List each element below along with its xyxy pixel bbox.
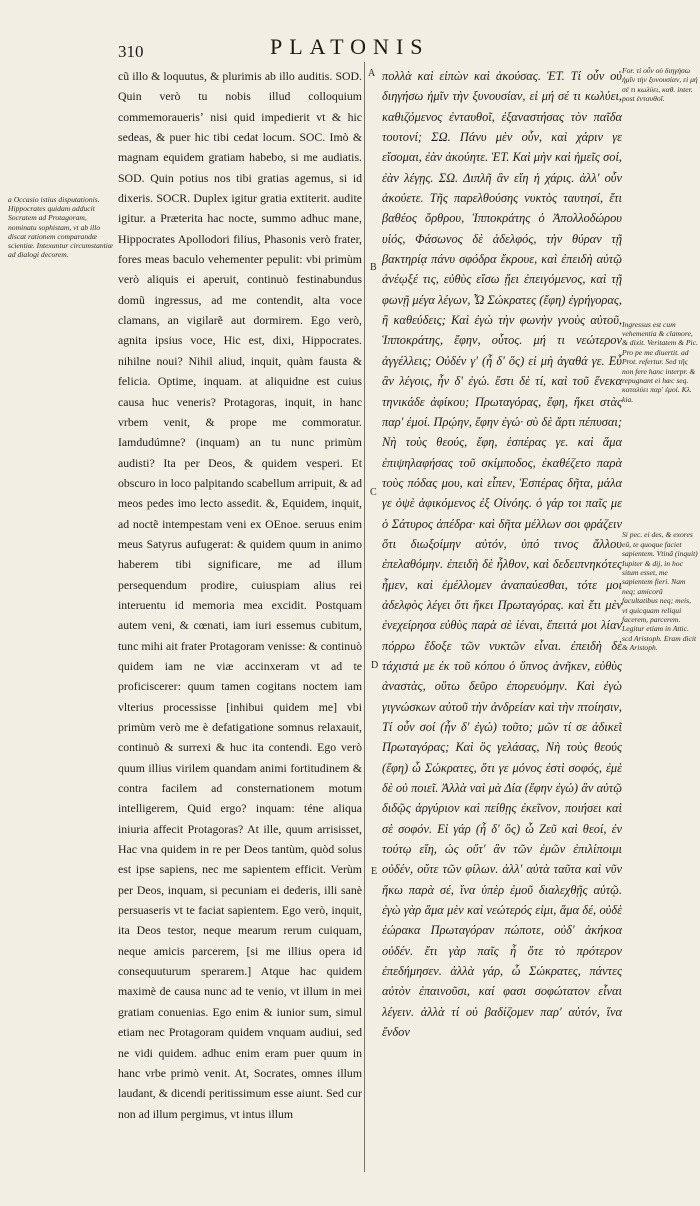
- column-divider: [364, 62, 365, 1172]
- page-number: 310: [118, 42, 144, 61]
- greek-text: πολλὰ καὶ εἰπὼν καὶ ἀκούσας. ἙΤ. Τί οὖν οὐ διηγήσω ἡμῖν τὴν ξυνουσίαν, εἰ μή σέ τι κωλύει, καθιζόμενος ἐνταυθοῖ, ἐξαναστήσας τὸν παῖδα τουτονί; ΣΩ. Πάνυ μὲν οὖν, καὶ χάριν γε εἴσομαι, ἐὰν ἀκούητε. ἙΤ. Καὶ μὴν καὶ ἡμεῖς σοί, ἐὰν λέγῃς. ΣΩ. Διπλῆ ἂν εἴη ἡ χάρις. ἀλλ' οὖν ἀκούετε. Τῆς παρελθούσης νυκτὸς ταυτησί, ἔτι βαθέος ὄρθρου, Ἱπποκράτης ὁ Ἀπολλοδώρου υἱός, Φάσωνος δὲ ἀδελφός, τὴν θύραν τῇ βακτηρίᾳ πάνυ σφόδρα ἔκρουε, καὶ ἐπειδὴ αὐτῷ ἀνέῳξέ τις, εὐθὺς εἴσω ᾔει ἐπειγόμενος, καὶ τῇ φωνῇ μέγα λέγων, Ὦ Σώκρατες (ἔφη) ἐγρήγορας, ἢ καθεύδεις; Καὶ ἐγὼ τὴν φωνὴν γνοὺς αὐτοῦ, Ἱπποκράτης, ἔφην, οὗτος. μή τι νεώτερον ἀγγέλλεις; Οὐδέν γ' (ἦ δ' ὅς) εἰ μὴ ἀγαθά γε. Εὖ ἂν λέγοις, ἦν δ' ἐγώ. ἔστι δὲ τί, καὶ τοῦ ἕνεκα τηνικάδε ἀφίκου; Πρωταγόρας, ἔφη, ἥκει στὰς παρ' ἐμοί. Πρῴην, ἔφην ἐγώ· σὺ δὲ ἄρτι πέπυσαι; Νὴ τοὺς θεούς, ἔφη, ἑσπέρας γε. καὶ ἅμα ἐπιψηλαφήσας τοῦ σκίμποδος, ἐκαθέζετο παρὰ τοὺς πόδας μου, καὶ εἶπεν, Ἑσπέρας δῆτα, μάλα γε ὀψὲ ἀφικόμενος ἐξ Οἰνόης. ὁ γάρ τοι παῖς με ὁ Σάτυρος ἀπέδρα· καὶ δῆτα μέλλων σοι φράζειν ὅτι διωξοίμην αὐτόν, ὑπό τινος ἄλλου ἐπελαθόμην. ἐπειδὴ δὲ ἦλθον, καὶ δεδειπνηκότες ἦμεν, καὶ ἐμέλλομεν ἀναπαύεσθαι, τότε μοι ἀδελφὸς λέγει ὅτι ἥκει Πρωταγόρας. καὶ ἔτι μὲν ἐνεχείρησα εὐθὺς παρὰ σὲ ἰέναι, ἔπειτά μοι λίαν πόρρω ἔδοξε τῶν νυκτῶν εἶναι. ἐπειδὴ δὲ τάχιστά με ἐκ τοῦ κόπου ὁ ὕπνος ἀνῆκεν, εὐθὺς ἀναστὰς, οὕτω δεῦρο ἐπορευόμην. Καὶ ἐγὼ γιγνώσκων αὐτοῦ τὴν ἀνδρείαν καὶ τὴν πτοίησιν, Τί οὖν σοί (ἦν δ' ἐγώ) τοῦτο; μῶν τί σε ἀδικεῖ Πρωταγόρας; Καὶ ὃς γελάσας, Νὴ τοὺς θεούς (ἔφη) ὦ Σώκρατες, ὅτι γε μόνος ἐστὶ σοφός, ἐμὲ δὲ οὐ ποιεῖ. Ἀλλὰ ναὶ μὰ Δία (ἔφην ἐγώ) ἂν αὐτῷ διδῷς ἀργύριον καὶ πείθῃς ἐκεῖνον, ποιήσει καὶ σὲ σοφόν. Εἰ γάρ (ἦ δ' ὅς) ὦ Ζεῦ καὶ θεοί, ἐν τούτῳ εἴη, ὡς οὔτ' ἂν τῶν ἐμῶν ἐπιλίποιμι οὐδέν, οὔτε τῶν φίλων. ἀλλ' αὐτὰ ταῦτα καὶ νῦν ἥκω παρὰ σέ, ἵνα ὑπὲρ ἐμοῦ διαλεχθῇς αὐτῷ. ἐγὼ γὰρ ἅμα μὲν καὶ νεώτερός εἰμι, ἅμα δέ, οὐδὲ ἑώρακα Πρωταγόραν πώποτε, οὐδ' ἀκήκοα οὐδέν. ἔτι γὰρ παῖς ἦ ὅτε τὸ πρότερον ἐπεδήμησεν. ἀλλὰ γάρ, ὦ Σώκρατες, πάντες αὐτὸν ἐπαινοῦσι, καί φασι σοφώτατον εἶναι λέγειν. ἀλλὰ τί οὐ βαδίζομεν παρ' αὐτόν, ἵνα ἔνδον: [382, 69, 622, 1040]
- margin-note: a Occasio istius disputationis. Hippocrates quidam adducit Socratem ad Protagoram, nominatu sophistam, vt ab illo discat rationem comparandæ scientiæ. Intexuntur circumstantiæ ad dialogi decorem.: [8, 195, 113, 260]
- latin-column: [118, 66, 362, 1166]
- running-title: PLATONIS: [270, 34, 430, 59]
- section-letter-e: E: [371, 866, 378, 877]
- greek-column: [382, 66, 622, 1166]
- section-letter-b: B: [370, 262, 377, 273]
- section-letter-c: C: [370, 487, 377, 498]
- section-letter-a: A: [368, 68, 376, 79]
- section-letter-d: D: [371, 660, 379, 671]
- latin-text: cũ illo & loquutus, & plurimis ab illo auditis. SOD. Quin verò tu nobis illud colloquium commemorauerisʼ nisi quid impedierit vt & hic sedeas, & puer hic tibi cedat locum. SOC. Imò & magnam equidem gratiam habebo, si me audiatis. SOD. Quin potius nos tibi gratias agemus, si id dixeris. SOCR. Duplex igitur gratia extiterit. audite igitur. a Præterita hac nocte, summo adhuc mane, Hippocrates Apollodori filius, Phasonis verò frater, fores meas baculo vehementer pepulit: vbi primùm verò aliquis ei aperuit, continuò festinabundus domũ ingressus, ad me contendit, alta voce clamans, an vigilarẽ aut dormirem. Ego verò, agnita ipsius voce, Hic est, dixi, Hippocrates. nihilne noui? Nihil aliud, inquit, quàm fausta & felicia. Optime, inquam. at aliquidne est cuius causa huc veneris? Protagoras, inquit, in hanc vrbem venit, & prope me commoratur. Iamdudúmne? (inquam) an tu nunc primùm audisti? Ita per Deos, & quidem vesperi. Et obscuro in loco palpitando scabellum arripuit, & ad meos pedes imo lecto assedit. &, Equidem, inquit, ad noctẽ intempestam veni ex OEnoe. seruus enim meus Satyrus aufugerat: & quidem quum in animo haberem tibi significare, me ad illum persequendum prodire, cuiuspiam alius rei interuentu id memoria mea excidit. Postquam autem veni, & cœnati, iam iuri essemus cubitum, tunc mihi ait frater Protagoram venisse: & continuò quidem iam ne viæ accinxeram vt ad te proficiscerer: quum tamen cogitans noctem iam vlterius processisse [inhibui quidem me] vbi primùm verò me è defatigatione somnus relaxauit, continuò & surrexi & huc ita contendi. Ego verò quum illius virilem quandam animi fortitudinem & contra facilem ad consternationem motum intelligerem, Quid ergo? inquam: téne aliqua iniuria affecit Protagoras? At ille, quum arrisisset, Hac vna quidem in re per Deos tantùm, quòd solus est ipse sapiens, nec me sapientem efficit. Verùm per Deos, inquam, si pecuniam ei dederis, illi sanè persuaseris vt te faciat sapientem. Ego verò, inquit, ita Deos testor, neque mearum rerum cuiquam, neque amicis parcerem, [si me illius opera id consequuturum sperarem.] Atque hac quidem maximè de causa nunc ad te venio, vt illum in mei gratiam conuenias. Ego enim & iunior sum, simul etiam nec Protagoram quidem vnquam audiui, sed ne vidi quidem. adhuc enim eram puer quum in hanc vrbe primò venit. At, Socrates, omnes illum laudant, & dicendi peritissimum esse aiunt. Sed cur non ad illum pergimus, vt intus illum: [118, 69, 362, 1121]
- margin-note: Si pec. ei des, & exores eũ, te quoque faciet sapientem. Vtinã (inquit) Iupiter & dij, in hoc situm esset, me sapientem fieri. Nam neq; amicorũ facultatibus neq; meis, vt quicquam reliqui facerem, parcerem. Legitur etiam in Attic. scd Aristoph. Eram dicit & Aristoph.: [622, 530, 698, 653]
- margin-note: For. τί οὖν οὐ διηγήσω ἡμῖν τὴν ξυνουσίαν, εἰ μή σέ τι κωλύει, καθ. inter. post ἐνταυθοῖ.: [622, 66, 698, 104]
- right-margin-notes: [622, 66, 698, 1176]
- margin-note: Ingressus est cum vehementia & clamore, & dixit. Veritatem & Pic. Pro pe me diuertit. ad Prot. refertur. Sed τῆς non fere hanc interpr. & repugnant ei hæc seq. καταλύει παρ' ἐμοί. Κλ. kia.: [622, 319, 698, 404]
- left-margin-notes: [8, 195, 114, 263]
